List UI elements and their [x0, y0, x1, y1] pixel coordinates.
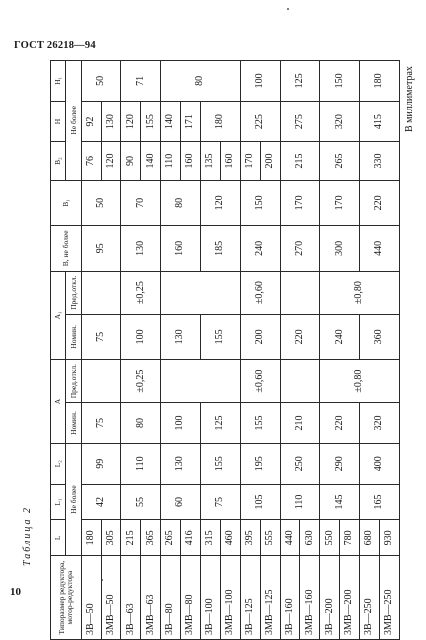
header-B2: B₂: [51, 142, 66, 180]
header-B1: B₁: [51, 180, 82, 225]
cell-B2: 120: [101, 142, 121, 180]
dimensions-table: [50, 60, 400, 640]
cell-L: 440: [280, 520, 300, 556]
cell-A-tol: ±0,25: [121, 360, 161, 403]
cell-H: 140: [161, 101, 181, 142]
header-A1-pred: Пред.откл.: [66, 271, 81, 314]
cell-H1: 71: [121, 61, 161, 102]
cell-B2: 200: [260, 142, 280, 180]
cell-L2: 130: [161, 443, 201, 484]
cell-L: 680: [360, 520, 380, 556]
cell-B2: 140: [141, 142, 161, 180]
cell-B2: 135: [201, 142, 221, 180]
cell-A1-nom: 240: [320, 314, 360, 359]
cell-L: 265: [161, 520, 181, 556]
cell-B2: 160: [181, 142, 201, 180]
cell-B1: 170: [320, 180, 360, 225]
cell-model: 3МВ—80: [181, 556, 201, 640]
cell-B2: 90: [121, 142, 141, 180]
units-note: В миллиметрах: [404, 66, 415, 132]
rotated-table-container: [50, 60, 400, 640]
cell-A-tol-empty: [280, 360, 320, 403]
header-ne-bolee-BH: Не более: [66, 61, 81, 181]
cell-A-nom: 210: [280, 403, 320, 444]
header-B: B, не более: [51, 226, 82, 271]
cell-A1-nom: 360: [360, 314, 400, 359]
cell-A1-tol: ±0,60: [240, 271, 280, 314]
cell-L: 460: [220, 520, 240, 556]
cell-B1: 50: [81, 180, 121, 225]
cell-L2: 400: [360, 443, 400, 484]
cell-L: 930: [380, 520, 400, 556]
cell-model: 3В—80: [161, 556, 181, 640]
cell-H1: 125: [280, 61, 320, 102]
cell-A-tol: ±0,80: [320, 360, 400, 403]
cell-A1-tol: ±0,80: [320, 271, 400, 314]
cell-A-nom: 320: [360, 403, 400, 444]
cell-B2: 330: [360, 142, 400, 180]
cell-B: 160: [161, 226, 201, 271]
cell-model: 3МВ—160: [300, 556, 320, 640]
cell-A-nom: 80: [121, 403, 161, 444]
cell-A-nom: 75: [81, 403, 121, 444]
cell-B: 185: [201, 226, 241, 271]
cell-L2: 250: [280, 443, 320, 484]
cell-A1-tol-empty: [201, 271, 241, 314]
cell-A-tol-empty: [161, 360, 201, 403]
cell-A1-tol-empty: [81, 271, 121, 314]
cell-B2: 170: [240, 142, 260, 180]
cell-H1: 80: [161, 61, 241, 102]
cell-model: 3В—50: [81, 556, 101, 640]
cell-B2: 265: [320, 142, 360, 180]
cell-A1-nom: 130: [161, 314, 201, 359]
cell-H: 92: [81, 101, 101, 142]
cell-H: 171: [181, 101, 201, 142]
header-A1-nomin: Номин.: [66, 314, 81, 359]
cell-model: 3В—125: [240, 556, 260, 640]
cell-B2: 76: [81, 142, 101, 180]
cell-model: 3МВ—125: [260, 556, 280, 640]
cell-L1: 105: [240, 484, 280, 520]
cell-A-tol-empty: [201, 360, 241, 403]
cell-A1-nom: 200: [240, 314, 280, 359]
header-ne-bolee-L: Не более: [66, 443, 81, 555]
cell-L1: 165: [360, 484, 400, 520]
cell-model: 3В—250: [360, 556, 380, 640]
cell-B: 440: [360, 226, 400, 271]
cell-B: 240: [240, 226, 280, 271]
cell-B: 270: [280, 226, 320, 271]
cell-model: 3МВ—63: [141, 556, 161, 640]
cell-A1-tol: ±0,25: [121, 271, 161, 314]
cell-H1: 180: [360, 61, 400, 102]
cell-H: 275: [280, 101, 320, 142]
cell-L: 550: [320, 520, 340, 556]
cell-model: 3МВ—250: [380, 556, 400, 640]
page-number: 10: [10, 586, 21, 598]
cell-L2: 195: [240, 443, 280, 484]
cell-B1: 120: [201, 180, 241, 225]
cell-H: 155: [141, 101, 161, 142]
header-model: Типоразмер редуктора, мотор-редуктора: [51, 556, 82, 640]
cell-B1: 150: [240, 180, 280, 225]
cell-H: 120: [121, 101, 141, 142]
cell-H: 180: [201, 101, 241, 142]
cell-L: 630: [300, 520, 320, 556]
cell-H: 130: [101, 101, 121, 142]
cell-model: 3МВ—200: [340, 556, 360, 640]
header-L2: L₂: [51, 443, 66, 484]
cell-L: 780: [340, 520, 360, 556]
cell-A-nom: 220: [320, 403, 360, 444]
cell-A1-tol-empty: [161, 271, 201, 314]
cell-B2: 160: [220, 142, 240, 180]
cell-L: 215: [121, 520, 141, 556]
cell-B1: 220: [360, 180, 400, 225]
header-L: L: [51, 520, 66, 556]
scan-speck: [287, 8, 289, 10]
cell-H1: 100: [240, 61, 280, 102]
cell-A1-nom: 75: [81, 314, 121, 359]
cell-L1: 145: [320, 484, 360, 520]
cell-A1-nom: 155: [201, 314, 241, 359]
cell-A-tol: ±0,60: [240, 360, 280, 403]
cell-A-nom: 155: [240, 403, 280, 444]
cell-L: 416: [181, 520, 201, 556]
cell-model: 3В—160: [280, 556, 300, 640]
cell-B2: 215: [280, 142, 320, 180]
cell-A-nom: 125: [201, 403, 241, 444]
cell-B: 95: [81, 226, 121, 271]
cell-B: 300: [320, 226, 360, 271]
cell-L1: 110: [280, 484, 320, 520]
cell-A1-nom: 220: [280, 314, 320, 359]
cell-L: 555: [260, 520, 280, 556]
cell-model: 3В—63: [121, 556, 141, 640]
cell-H: 415: [360, 101, 400, 142]
cell-L1: 42: [81, 484, 121, 520]
header-A-pred: Пред.откл.: [66, 360, 81, 403]
cell-L: 365: [141, 520, 161, 556]
header-A: A: [51, 360, 66, 444]
cell-model: 3МВ—50: [101, 556, 121, 640]
cell-L: 395: [240, 520, 260, 556]
cell-model: 3В—100: [201, 556, 221, 640]
header-H1: H₁: [51, 61, 66, 102]
cell-L2: 290: [320, 443, 360, 484]
cell-B2: 110: [161, 142, 181, 180]
cell-H1: 50: [81, 61, 121, 102]
cell-model: 3МВ—100: [220, 556, 240, 640]
cell-L1: 60: [161, 484, 201, 520]
document-header: ГОСТ 26218—94: [14, 40, 96, 51]
header-A1: A₁: [51, 271, 66, 360]
cell-L1: 75: [201, 484, 241, 520]
cell-L2: 155: [201, 443, 241, 484]
cell-A-nom: 100: [161, 403, 201, 444]
header-H: H: [51, 101, 66, 142]
cell-A1-tol-empty: [280, 271, 320, 314]
cell-A1-nom: 100: [121, 314, 161, 359]
cell-L2: 99: [81, 443, 121, 484]
cell-B: 130: [121, 226, 161, 271]
cell-model: 3В—200: [320, 556, 340, 640]
cell-B1: 70: [121, 180, 161, 225]
cell-L2: 110: [121, 443, 161, 484]
cell-L: 305: [101, 520, 121, 556]
cell-H: 320: [320, 101, 360, 142]
cell-B1: 170: [280, 180, 320, 225]
cell-A-tol-empty: [81, 360, 121, 403]
cell-L: 180: [81, 520, 101, 556]
cell-L: 315: [201, 520, 221, 556]
header-L1: L₁: [51, 484, 66, 520]
table-caption: Таблица 2: [22, 506, 33, 566]
cell-B1: 80: [161, 180, 201, 225]
cell-H1: 150: [320, 61, 360, 102]
header-A-nomin: Номин.: [66, 403, 81, 444]
cell-H: 225: [240, 101, 280, 142]
cell-L1: 55: [121, 484, 161, 520]
